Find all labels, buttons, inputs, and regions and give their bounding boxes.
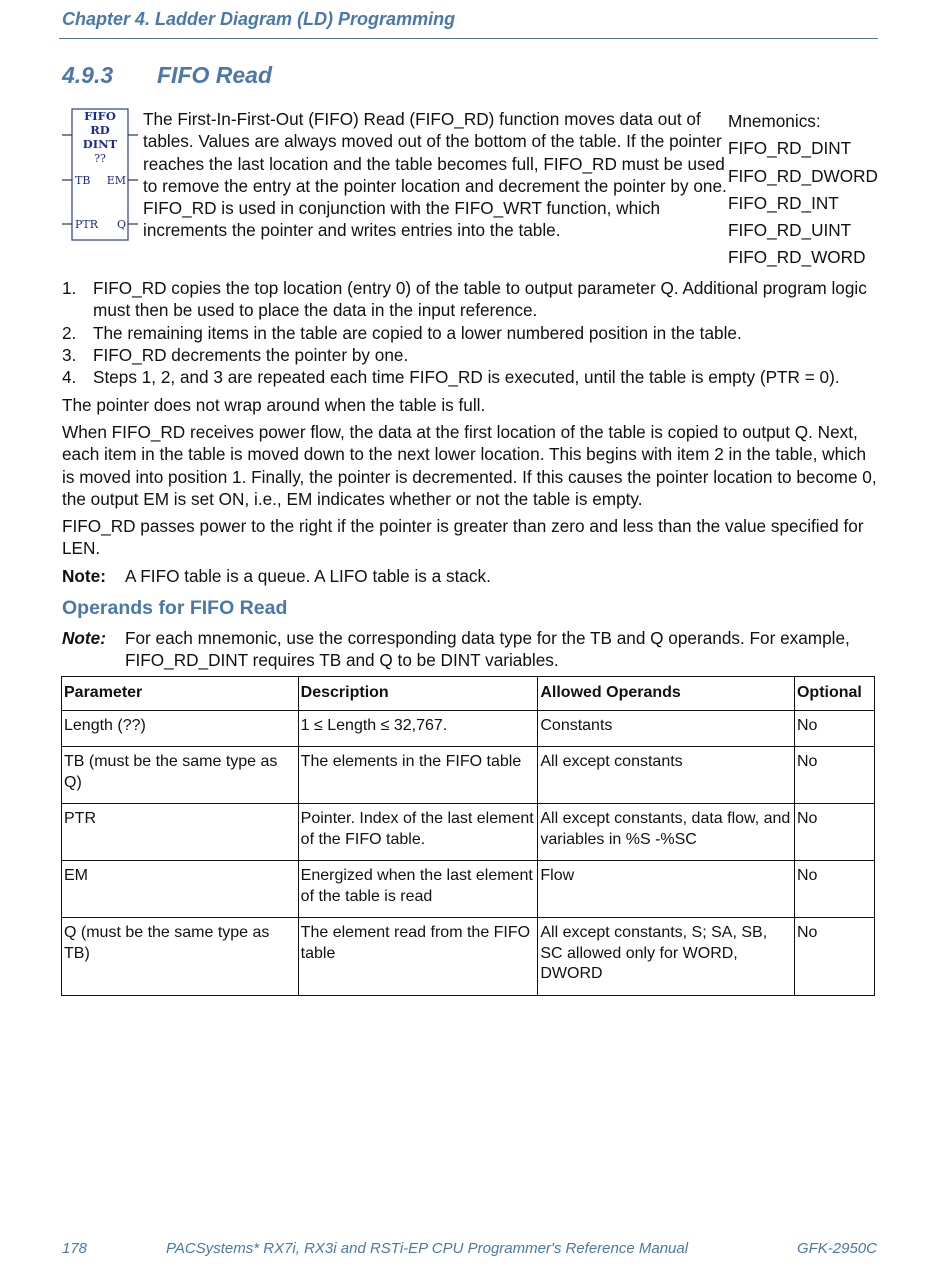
mnemonic-item: FIFO_RD_DINT <box>728 138 852 159</box>
table-row <box>62 918 875 996</box>
table-header-row <box>62 677 875 711</box>
document-code: GFK-2950C <box>796 1240 877 1257</box>
table-cell: No <box>794 747 874 804</box>
section-heading <box>62 62 272 89</box>
column-header: Optional <box>794 677 874 711</box>
step-item <box>62 344 882 366</box>
note-operand-types <box>62 627 877 672</box>
table-cell: PTR <box>62 804 299 861</box>
column-header: Allowed Operands <box>538 677 795 711</box>
mnemonics-list <box>728 108 928 272</box>
table-cell: No <box>794 918 874 996</box>
table-cell: TB (must be the same type as Q) <box>62 747 299 804</box>
step-number: 3. <box>62 344 77 365</box>
table-cell: Constants <box>538 710 795 747</box>
step-text: FIFO_RD decrements the pointer by one. <box>93 344 409 365</box>
section-number: 4.9.3 <box>62 62 114 88</box>
table-cell: All except constants <box>538 747 795 804</box>
paragraph-pointer-wrap: The pointer does not wrap around when the table is full. <box>62 395 486 415</box>
fb-pin-tb: TB <box>75 174 91 187</box>
table-cell: EM <box>62 861 299 918</box>
step-text: FIFO_RD copies the top location (entry 0) of the table to output parameter Q. Additional program logic must then be used to place the data in the input reference. <box>93 278 867 321</box>
operands-table <box>61 676 875 996</box>
table-cell: Pointer. Index of the last element of the FIFO table. <box>298 804 538 861</box>
step-number: 4. <box>62 367 77 388</box>
table-cell: No <box>794 804 874 861</box>
note-label: Note: <box>62 566 106 586</box>
step-text: The remaining items in the table are copied to a lower numbered position in the table. <box>93 322 742 343</box>
manual-title: PACSystems* RX7i, RX3i and RSTi-EP CPU Programmer's Reference Manual <box>166 1240 689 1257</box>
intro-paragraph: The First-In-First-Out (FIFO) Read (FIFO_RD) function moves data out of tables. Values are always moved out of the bottom of the table. If the pointer reaches the last location and the table becomes full, FIFO_RD must be used to remove the entry at the pointer location and decrement the pointer by one. FIFO_RD is used in conjunction with the FIFO_WRT function, which increments the pointer and writes entries into the table. <box>143 109 727 241</box>
header-divider <box>59 38 878 39</box>
fb-length-placeholder: ?? <box>94 152 106 165</box>
fifo-rd-function-block-diagram <box>61 107 141 243</box>
table-cell: All except constants, data flow, and variables in %S -%SC <box>538 804 795 861</box>
section-title: FIFO Read <box>157 62 273 88</box>
step-text: Steps 1, 2, and 3 are repeated each time FIFO_RD is executed, until the table is empty (PTR = 0). <box>93 367 840 388</box>
table-row <box>62 861 875 918</box>
note-label: Note: <box>62 628 106 648</box>
step-item <box>62 277 882 322</box>
table-row <box>62 747 875 804</box>
column-header: Parameter <box>62 677 299 711</box>
table-cell: Length (??) <box>62 710 299 747</box>
fb-pin-em: EM <box>106 174 126 187</box>
table-cell: All except constants, S; SA, SB, SC allowed only for WORD, DWORD <box>538 918 795 996</box>
fb-pin-q: Q <box>116 218 126 231</box>
table-row <box>62 710 875 747</box>
table-cell: No <box>794 710 874 747</box>
mnemonic-item: FIFO_RD_WORD <box>728 247 866 268</box>
fb-label-line2: RD <box>90 123 110 137</box>
column-header: Description <box>298 677 538 711</box>
step-number: 1. <box>62 278 77 298</box>
note-text: A FIFO table is a queue. A LIFO table is a stack. <box>125 566 491 586</box>
page-number: 178 <box>62 1240 88 1257</box>
table-cell: No <box>794 861 874 918</box>
table-cell: 1 ≤ Length ≤ 32,767. <box>298 710 538 747</box>
mnemonic-item: FIFO_RD_UINT <box>728 220 852 241</box>
mnemonics-label: Mnemonics: <box>728 111 821 131</box>
steps-list <box>62 277 882 388</box>
operands-heading: Operands for FIFO Read <box>62 597 288 619</box>
step-number: 2. <box>62 322 77 343</box>
table-cell: The element read from the FIFO table <box>298 918 538 996</box>
note-text: For each mnemonic, use the corresponding data type for the TB and Q operands. For example, FIFO_RD_DINT requires TB and Q to be DINT variables. <box>125 628 850 671</box>
fb-label-line3: DINT <box>82 137 118 151</box>
table-cell: Flow <box>538 861 795 918</box>
note-queue-stack <box>62 565 877 587</box>
chapter-header: Chapter 4. Ladder Diagram (LD) Programming <box>62 9 456 29</box>
step-item <box>62 366 882 388</box>
table-cell: The elements in the FIFO table <box>298 747 538 804</box>
table-cell: Energized when the last element of the table is read <box>298 861 538 918</box>
paragraph-passes-power: FIFO_RD passes power to the right if the pointer is greater than zero and less than the value specified for LEN. <box>62 516 864 559</box>
mnemonic-item: FIFO_RD_INT <box>728 192 839 213</box>
fb-pin-ptr: PTR <box>75 218 99 231</box>
fb-label-line1: FIFO <box>84 109 116 123</box>
paragraph-power-flow: When FIFO_RD receives power flow, the data at the first location of the table is copied to output Q. Next, each item in the table is moved down to the next lower location. This begins with item 2 in the table, which is moved into position 1. Finally, the pointer is decremented. If this causes the pointer location to become 0, the output EM is set ON, i.e., EM indicates whether or not the table is empty. <box>62 422 877 509</box>
mnemonic-item: FIFO_RD_DWORD <box>728 165 878 186</box>
table-cell: Q (must be the same type as TB) <box>62 918 299 996</box>
step-item <box>62 322 882 344</box>
table-row <box>62 804 875 861</box>
